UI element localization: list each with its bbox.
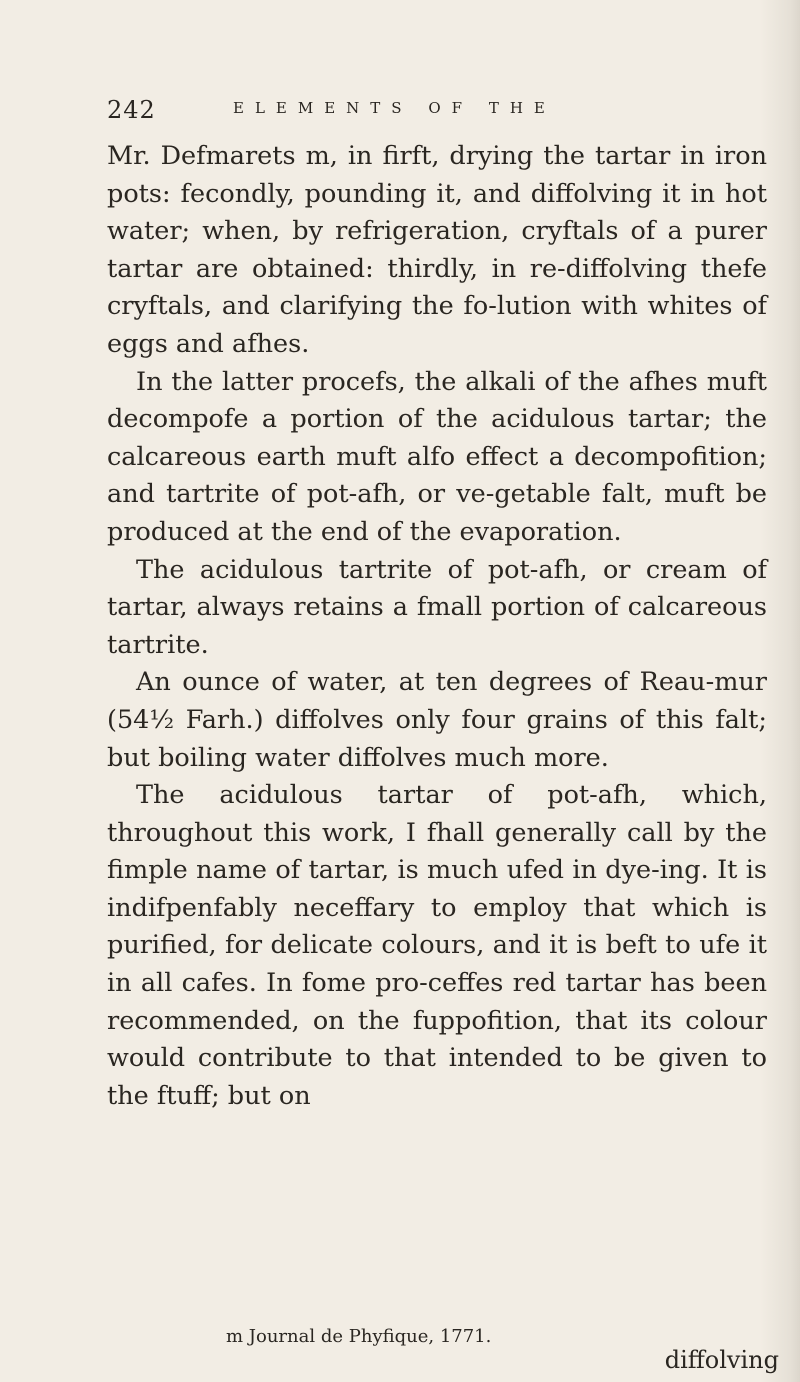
page-number: 242 <box>107 96 156 124</box>
paragraph: The acidulous tartrite of pot-afh, or cream of tartar, always retains a fmall portion of calcareous tartrite. <box>107 554 767 660</box>
paragraph: In the latter procefs, the alkali of the afhes muft decompofe a portion of the acidulous tartar; the calcareous earth muft alfo effect a decompofition; and tartrite of pot-afh, or ve-getable falt, muft be produced at the end of the evaporation. <box>107 366 767 547</box>
page-header <box>0 96 800 130</box>
running-head: ELEMENTS OF THE <box>233 99 556 117</box>
catchword: diffolving <box>664 1346 779 1374</box>
footnote: m Journal de Phyfique, 1771. <box>226 1326 492 1347</box>
paragraph: Mr. Defmarets m, in firft, drying the tartar in iron pots: fecondly, pounding it, and diffolving it in hot water; when, by refrigeration, cryftals of a purer tartar are obtained: thirdly, in re-diffolving thefe cryftals, and clarifying the fo-lution with whites of eggs and afhes. <box>107 141 767 359</box>
paragraph: An ounce of water, at ten degrees of Reau-mur (54½ Farh.) diffolves only four grains of this falt; but boiling water diffolves much more. <box>107 667 767 773</box>
paragraph: The acidulous tartar of pot-afh, which, throughout this work, I fhall generally call by the fimple name of tartar, is much ufed in dye-ing. It is indifpenfably neceffary to employ that which is purified, for delicate colours, and it is beft to ufe it in all cafes. In fome pro-ceffes red tartar has been recommended, on the fuppofition, that its colour would contribute to that intended to be given to the ftuff; but on <box>107 780 767 1111</box>
body-text <box>107 138 767 1115</box>
